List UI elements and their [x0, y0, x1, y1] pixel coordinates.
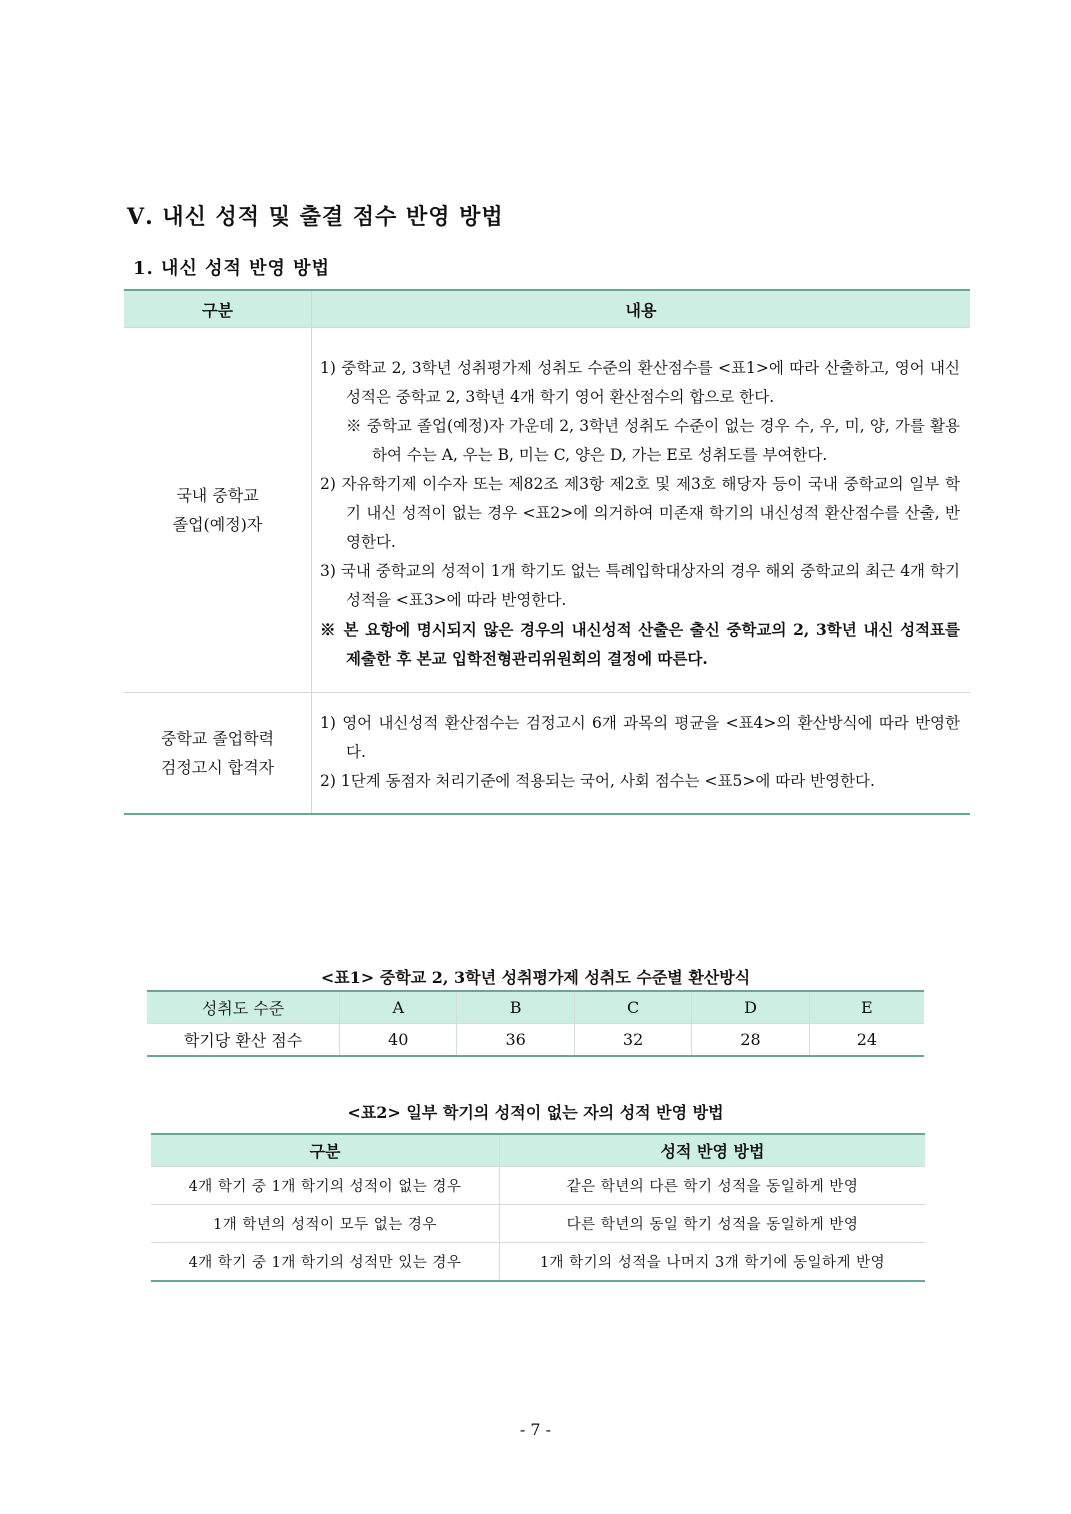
- table2-caption: <표2> 일부 학기의 성적이 없는 자의 성적 반영 방법: [347, 1103, 724, 1122]
- header-category: 구분: [124, 290, 312, 328]
- level-cell: D: [692, 991, 809, 1024]
- category-line: 검정고시 합격자: [160, 758, 275, 777]
- header-category: 구분: [151, 1134, 500, 1167]
- case-cell: 4개 학기 중 1개 학기의 성적이 없는 경우: [151, 1167, 500, 1205]
- category-line: 졸업(예정)자: [172, 515, 263, 534]
- level-cell: B: [457, 991, 574, 1024]
- content-item: 3) 국내 중학교의 성적이 1개 학기도 없는 특례입학대상자의 경우 해외 중학교의 최근 4개 학기 성적을 <표3>에 따라 반영한다.: [320, 562, 960, 609]
- score-cell: 36: [457, 1024, 574, 1057]
- case-cell: 1개 학년의 성적이 모두 없는 경우: [151, 1205, 500, 1243]
- table-row: [124, 693, 970, 815]
- method-cell: 다른 학년의 동일 학기 성적을 동일하게 반영: [500, 1205, 926, 1243]
- score-cell: 32: [574, 1024, 691, 1057]
- section-title: Ⅴ. 내신 성적 및 출결 점수 반영 방법: [127, 204, 504, 230]
- table-header-row: [124, 290, 970, 328]
- score-cell: 24: [809, 1024, 924, 1057]
- header-method: 성적 반영 방법: [500, 1134, 926, 1167]
- subsection-title: 1. 내신 성적 반영 방법: [133, 258, 330, 279]
- achievement-level-table: [147, 990, 924, 1057]
- method-cell: 1개 학기의 성적을 나머지 3개 학기에 동일하게 반영: [500, 1243, 926, 1282]
- table-row: [151, 1205, 925, 1243]
- header-content: 내용: [312, 290, 971, 328]
- score-cell: 28: [692, 1024, 809, 1057]
- level-cell: E: [809, 991, 924, 1024]
- method-cell: 같은 학년의 다른 학기 성적을 동일하게 반영: [500, 1167, 926, 1205]
- content-item: 2) 자유학기제 이수자 또는 제82조 제3항 제2호 및 제3호 해당자 등이 국내 중학교의 일부 학기 내신 성적이 없는 경우 <표2>에 의거하여 미존재 학기의 내신성적 환산점수를 산출, 반영한다.: [320, 475, 960, 551]
- category-line: 중학교 졸업학력: [160, 729, 275, 748]
- grade-reflection-table: [124, 289, 970, 815]
- level-row-label: 성취도 수준: [147, 991, 340, 1024]
- table-row: [147, 1024, 924, 1057]
- missing-semester-table: [151, 1133, 925, 1282]
- table-row: [151, 1167, 925, 1205]
- content-item: 1) 중학교 2, 3학년 성취평가제 성취도 수준의 환산점수를 <표1>에 따라 산출하고, 영어 내신성적은 중학교 2, 3학년 4개 학기 영어 환산점수의 합으로 한다.: [320, 359, 960, 406]
- level-cell: C: [574, 991, 691, 1024]
- score-cell: 40: [340, 1024, 457, 1057]
- row-content: [312, 693, 971, 815]
- table-header-row: [151, 1134, 925, 1167]
- row-category: [124, 328, 312, 693]
- score-row-label: 학기당 환산 점수: [147, 1024, 340, 1057]
- content-item: 1) 영어 내신성적 환산점수는 검정고시 6개 과목의 평균을 <표4>의 환산방식에 따라 반영한다.: [320, 714, 960, 761]
- table-row: [151, 1243, 925, 1282]
- row-content: [312, 328, 971, 693]
- level-cell: A: [340, 991, 457, 1024]
- page-number: - 7 -: [519, 1420, 552, 1439]
- bold-note: ※ 본 요항에 명시되지 않은 경우의 내신성적 산출은 출신 중학교의 2, 3학년 내신 성적표를 제출한 후 본교 입학전형관리위원회의 결정에 따른다.: [320, 620, 960, 668]
- table-row: [147, 991, 924, 1024]
- table1-caption: <표1> 중학교 2, 3학년 성취평가제 성취도 수준별 환산방식: [320, 968, 751, 987]
- category-line: 국내 중학교: [176, 486, 259, 505]
- row-category: [124, 693, 312, 815]
- case-cell: 4개 학기 중 1개 학기의 성적만 있는 경우: [151, 1243, 500, 1282]
- content-item: 2) 1단계 동점자 처리기준에 적용되는 국어, 사회 점수는 <표5>에 따라 반영한다.: [320, 772, 875, 790]
- content-note: ※ 중학교 졸업(예정)자 가운데 2, 3학년 성취도 수준이 없는 경우 수, 우, 미, 양, 가를 활용하여 수는 A, 우는 B, 미는 C, 양은 D, 가는 E로 성취도를 부여한다.: [346, 417, 960, 464]
- table-row: [124, 328, 970, 693]
